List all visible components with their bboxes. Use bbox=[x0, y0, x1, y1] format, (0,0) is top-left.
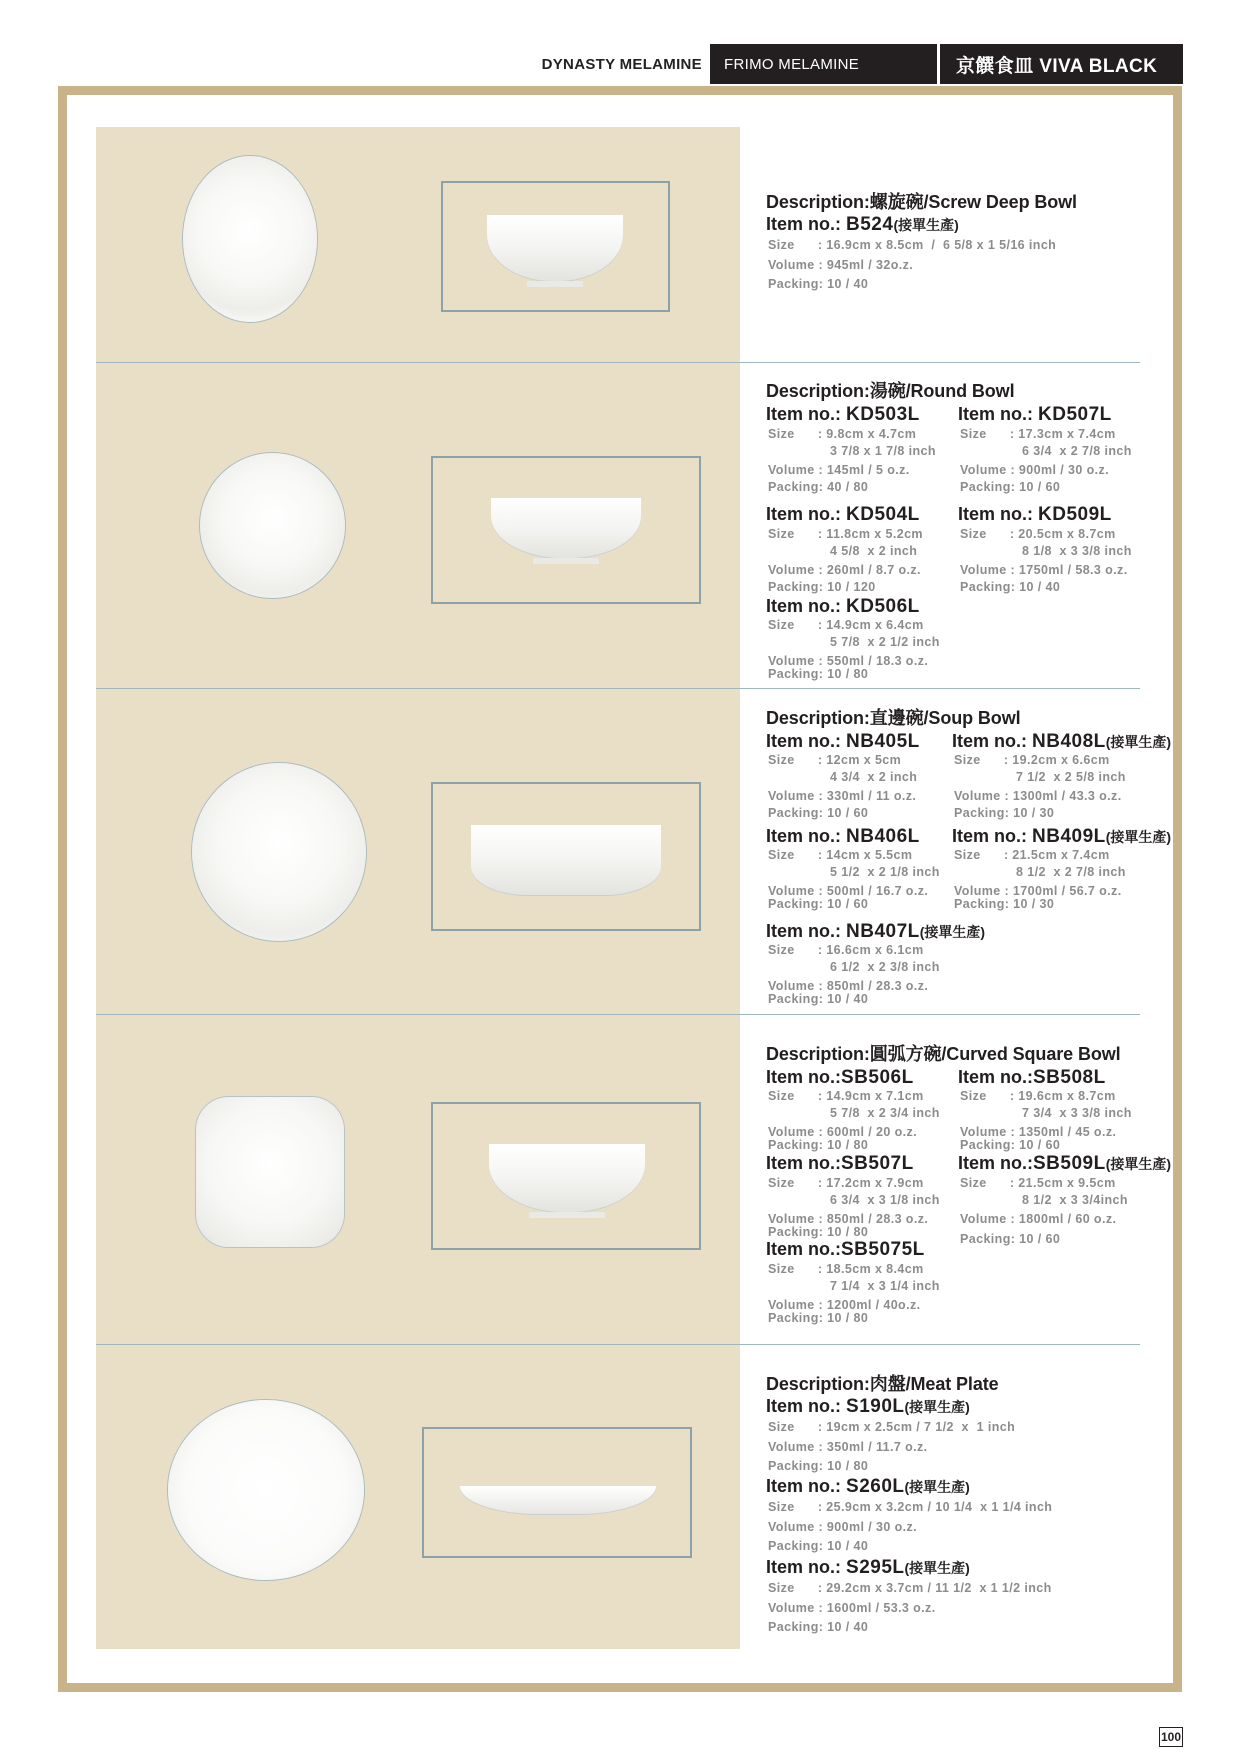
item-specs: Size : 16.6cm x 6.1cm 6 1/2 x 2 3/8 inch Volume : 850ml / 28.3 o.z. Packing: 10 / 40 bbox=[768, 943, 940, 1006]
item-specs: Size : 17.2cm x 7.9cm 6 3/4 x 3 1/8 inch Volume : 850ml / 28.3 o.z. Packing: 10 / 80 bbox=[768, 1176, 940, 1239]
bowl-top-view-image bbox=[192, 763, 366, 941]
item-specs: Size : 14cm x 5.5cm 5 1/2 x 2 1/8 inch Volume : 500ml / 16.7 o.z. Packing: 10 / 60 bbox=[768, 848, 940, 911]
description-text: Description:湯碗/Round Bowl bbox=[766, 381, 1015, 401]
item-specs: Size : 11.8cm x 5.2cm 4 5/8 x 2 inch Volume : 260ml / 8.7 o.z. Packing: 10 / 120 bbox=[768, 527, 923, 594]
bowl-side-view-image bbox=[487, 215, 623, 281]
item-specs: Size : 21.5cm x 7.4cm 8 1/2 x 2 7/8 inch Volume : 1700ml / 56.7 o.z. Packing: 10 / 30 bbox=[954, 848, 1126, 911]
plate-top-view-image bbox=[168, 1400, 364, 1580]
bowl-top-view-image bbox=[196, 1097, 344, 1247]
side-view-frame bbox=[431, 1102, 701, 1250]
side-view-frame bbox=[422, 1427, 692, 1558]
item-number: Item no.: NB408L(接單生產) bbox=[952, 731, 1172, 752]
item-specs: Size : 19cm x 2.5cm / 7 1/2 x 1 inch Volume : 350ml / 11.7 o.z. Packing: 10 / 80 bbox=[768, 1420, 1016, 1473]
item-number: Item no.: NB405L bbox=[766, 731, 920, 752]
item-number: Item no.:SB507L bbox=[766, 1153, 914, 1174]
item-specs: Size : 29.2cm x 3.7cm / 11 1/2 x 1 1/2 inch Volume : 1600ml / 53.3 o.z. Packing: 10 / 40 bbox=[768, 1581, 1052, 1634]
bowl-foot bbox=[529, 1212, 605, 1218]
bowl-foot bbox=[533, 558, 599, 564]
item-specs: Size : 17.3cm x 7.4cm 6 3/4 x 2 7/8 inch Volume : 900ml / 30 o.z. Packing: 10 / 60 bbox=[960, 427, 1132, 494]
description-text: Description:圓弧方碗/Curved Square Bowl bbox=[766, 1044, 1121, 1064]
item-number: Item no.:SB508L bbox=[958, 1067, 1106, 1088]
plate-side-view-image bbox=[460, 1486, 656, 1514]
item-number: Item no.: KD509L bbox=[958, 504, 1112, 525]
page-number: 100 bbox=[1159, 1727, 1183, 1747]
item-number: Item no.:SB509L(接單生產) bbox=[958, 1153, 1172, 1174]
item-number: Item no.:SB5075L bbox=[766, 1239, 925, 1260]
item-specs: Size : 25.9cm x 3.2cm / 10 1/4 x 1 1/4 inch Volume : 900ml / 30 o.z. Packing: 10 / 40 bbox=[768, 1500, 1053, 1553]
item-number: Item no.: S295L(接單生產) bbox=[766, 1557, 970, 1578]
item-specs: Size : 14.9cm x 6.4cm 5 7/8 x 2 1/2 inch Volume : 550ml / 18.3 o.z. Packing: 10 / 80 bbox=[768, 618, 940, 681]
item-specs: Size : 21.5cm x 9.5cm 8 1/2 x 3 3/4inch Volume : 1800ml / 60 o.z. Packing: 10 / 60 bbox=[960, 1176, 1128, 1246]
item-number: Item no.: B524(接單生產) bbox=[766, 214, 959, 235]
item-specs: Size : 19.2cm x 6.6cm 7 1/2 x 2 5/8 inch Volume : 1300ml / 43.3 o.z. Packing: 10 / 30 bbox=[954, 753, 1126, 820]
item-specs: Size : 12cm x 5cm 4 3/4 x 2 inch Volume : 330ml / 11 o.z. Packing: 10 / 60 bbox=[768, 753, 918, 820]
item-number: Item no.: NB407L(接單生產) bbox=[766, 921, 986, 942]
item-number: Item no.:SB506L bbox=[766, 1067, 914, 1088]
description-text: Description:直邊碗/Soup Bowl bbox=[766, 708, 1021, 728]
section-divider bbox=[96, 688, 1140, 689]
item-number: Item no.: S260L(接單生產) bbox=[766, 1476, 970, 1497]
bowl-side-view-image bbox=[471, 825, 661, 895]
bowl-top-view-image bbox=[200, 453, 345, 598]
side-view-frame bbox=[441, 181, 670, 312]
item-number: Item no.: KD507L bbox=[958, 404, 1112, 425]
item-number: Item no.: NB409L(接單生產) bbox=[952, 826, 1172, 847]
item-specs: Size : 14.9cm x 7.1cm 5 7/8 x 2 3/4 inch Volume : 600ml / 20 o.z. Packing: 10 / 80 bbox=[768, 1089, 940, 1152]
item-number: Item no.: KD506L bbox=[766, 596, 920, 617]
section-divider bbox=[96, 362, 1140, 363]
tab-dynasty-melamine: DYNASTY MELAMINE bbox=[541, 55, 702, 73]
description-text: Description:螺旋碗/Screw Deep Bowl bbox=[766, 192, 1077, 212]
item-number: Item no.: KD504L bbox=[766, 504, 920, 525]
bowl-side-view-image bbox=[489, 1144, 645, 1212]
item-specs: Size : 20.5cm x 8.7cm 8 1/8 x 3 3/8 inch Volume : 1750ml / 58.3 o.z. Packing: 10 / 40 bbox=[960, 527, 1132, 594]
item-specs: Size : 9.8cm x 4.7cm 3 7/8 x 1 7/8 inch Volume : 145ml / 5 o.z. Packing: 40 / 80 bbox=[768, 427, 936, 494]
item-number: Item no.: KD503L bbox=[766, 404, 920, 425]
section-divider bbox=[96, 1344, 1140, 1345]
item-specs: Size : 19.6cm x 8.7cm 7 3/4 x 3 3/8 inch Volume : 1350ml / 45 o.z. Packing: 10 / 60 bbox=[960, 1089, 1132, 1152]
description-text: Description:肉盤/Meat Plate bbox=[766, 1374, 999, 1394]
tab-viva-black: 京饌食皿 VIVA BLACK bbox=[940, 44, 1183, 84]
side-view-frame bbox=[431, 782, 701, 931]
item-specs: Size : 18.5cm x 8.4cm 7 1/4 x 3 1/4 inch Volume : 1200ml / 40o.z. Packing: 10 / 80 bbox=[768, 1262, 940, 1325]
tab-frimo-melamine: FRIMO MELAMINE bbox=[710, 44, 940, 84]
bowl-top-view-image bbox=[183, 156, 317, 322]
item-number: Item no.: S190L(接單生產) bbox=[766, 1396, 970, 1417]
bowl-foot bbox=[527, 281, 583, 287]
side-view-frame bbox=[431, 456, 701, 604]
item-number: Item no.: NB406L bbox=[766, 826, 920, 847]
catalog-header bbox=[532, 44, 1183, 84]
item-specs: Size : 16.9cm x 8.5cm / 6 5/8 x 1 5/16 inch Volume : 945ml / 32o.z. Packing: 10 / 40 bbox=[768, 238, 1057, 291]
bowl-side-view-image bbox=[491, 498, 641, 558]
section-divider bbox=[96, 1014, 1140, 1015]
